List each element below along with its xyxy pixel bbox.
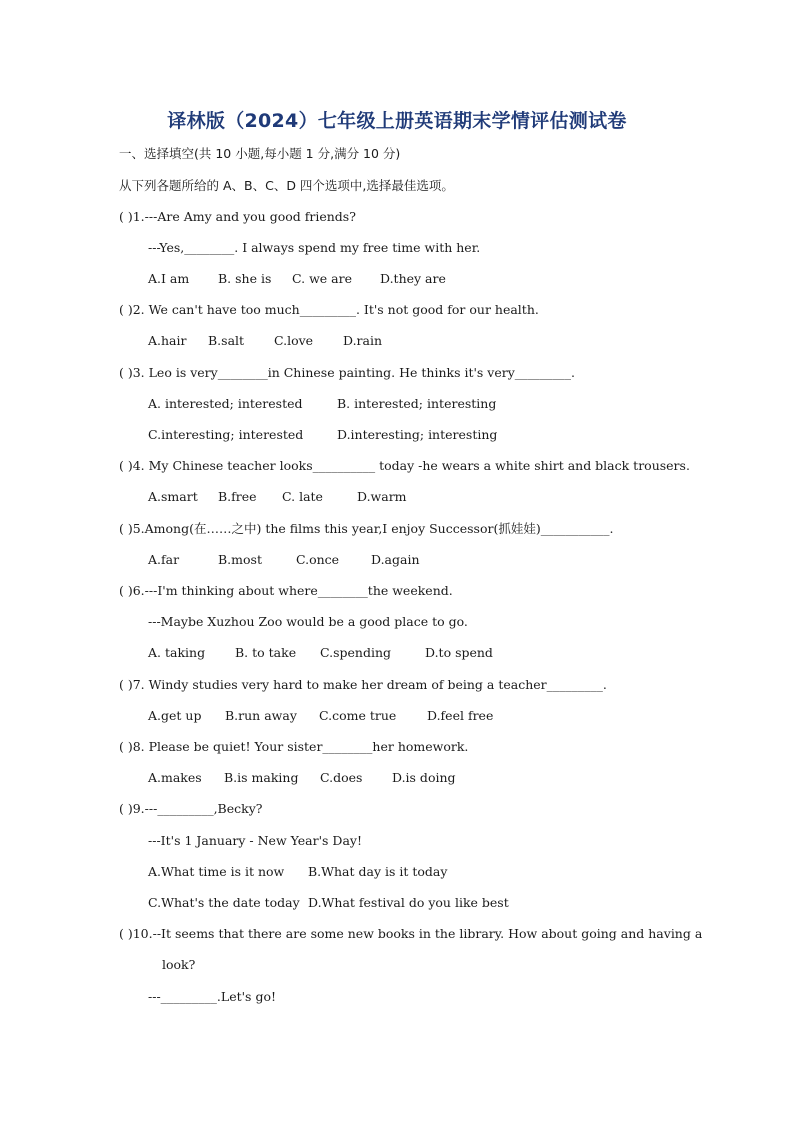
option-a: A.smart — [148, 489, 198, 504]
question-3-options-row1 — [148, 396, 496, 412]
option-d: D.to spend — [425, 645, 493, 660]
option-b: B.is making — [224, 770, 299, 785]
question-7-options — [148, 708, 493, 724]
option-c: C. late — [282, 489, 323, 504]
question-9-stem: ( )9.---_________,Becky? — [119, 801, 263, 816]
option-b: B.salt — [208, 333, 245, 348]
option-a: A.get up — [148, 708, 202, 723]
option-d: D.is doing — [392, 770, 456, 785]
option-a: A.makes — [148, 770, 202, 785]
option-c: C.spending — [320, 645, 392, 660]
question-1-sub: ---Yes,________. I always spend my free time with her. — [148, 240, 481, 255]
option-c: C.What's the date today — [148, 895, 300, 910]
question-8-options — [148, 770, 456, 786]
question-7-stem: ( )7. Windy studies very hard to make her dream of being a teacher_________. — [119, 677, 607, 692]
option-d: D.What festival do you like best — [308, 895, 509, 910]
question-2-options — [148, 333, 382, 349]
section-heading: 一、选择填空(共 10 小题,每小题 1 分,满分 10 分) — [119, 146, 401, 161]
question-4-options — [148, 489, 407, 505]
option-c: C.once — [296, 552, 340, 567]
option-d: D.warm — [357, 489, 407, 504]
option-a: A. taking — [148, 645, 206, 660]
page-title: 译林版（2024）七年级上册英语期末学情评估测试卷 — [167, 110, 627, 132]
question-1-options — [148, 271, 446, 287]
section-instruction: 从下列各题所给的 A、B、C、D 四个选项中,选择最佳选项。 — [119, 178, 454, 193]
option-b: B. to take — [235, 645, 297, 660]
question-9-options-row2 — [148, 895, 509, 911]
option-a: A.far — [148, 552, 180, 567]
option-c: C.love — [274, 333, 314, 348]
option-d: D.they are — [380, 271, 446, 286]
option-b: B. she is — [218, 271, 272, 286]
option-d: D.feel free — [427, 708, 494, 723]
question-3-stem: ( )3. Leo is very________in Chinese painting. He thinks it's very_________. — [119, 365, 576, 380]
option-c: C.come true — [319, 708, 397, 723]
question-8-stem: ( )8. Please be quiet! Your sister________her homework. — [119, 739, 469, 754]
question-9-sub: ---It's 1 January - New Year's Day! — [148, 833, 362, 848]
question-5-stem: ( )5.Among(在……之中) the films this year,I enjoy Successor(抓娃娃)___________. — [119, 521, 614, 536]
question-5-options — [148, 552, 420, 568]
question-10-continuation: look? — [162, 957, 196, 972]
question-2-stem: ( )2. We can't have too much_________. It's not good for our health. — [119, 302, 539, 317]
question-6-stem: ( )6.---I'm thinking about where________the weekend. — [119, 583, 453, 598]
option-b: B. interested; interesting — [337, 396, 497, 411]
option-b: B.What day is it today — [308, 864, 448, 879]
question-10-stem: ( )10.--It seems that there are some new books in the library. How about going and having a — [119, 926, 703, 941]
question-6-options — [148, 645, 493, 661]
question-3-options-row2 — [148, 427, 497, 443]
option-b: B.free — [218, 489, 257, 504]
option-b: B.most — [218, 552, 262, 567]
option-d: D.interesting; interesting — [337, 427, 498, 442]
option-c: C.interesting; interested — [148, 427, 304, 442]
option-c: C.does — [320, 770, 363, 785]
option-d: D.rain — [343, 333, 383, 348]
option-b: B.run away — [225, 708, 297, 723]
option-a: A. interested; interested — [148, 396, 303, 411]
question-10-sub: ---_________.Let's go! — [148, 989, 276, 1004]
option-c: C. we are — [292, 271, 352, 286]
option-a: A.What time is it now — [148, 864, 285, 879]
option-a: A.I am — [148, 271, 190, 286]
option-d: D.again — [371, 552, 420, 567]
question-9-options-row1 — [148, 864, 447, 880]
question-4-stem: ( )4. My Chinese teacher looks__________ today -he wears a white shirt and black trousers. — [119, 458, 690, 473]
option-a: A.hair — [148, 333, 187, 348]
question-6-sub: ---Maybe Xuzhou Zoo would be a good place to go. — [148, 614, 468, 629]
question-1-stem: ( )1.---Are Amy and you good friends? — [119, 209, 356, 224]
